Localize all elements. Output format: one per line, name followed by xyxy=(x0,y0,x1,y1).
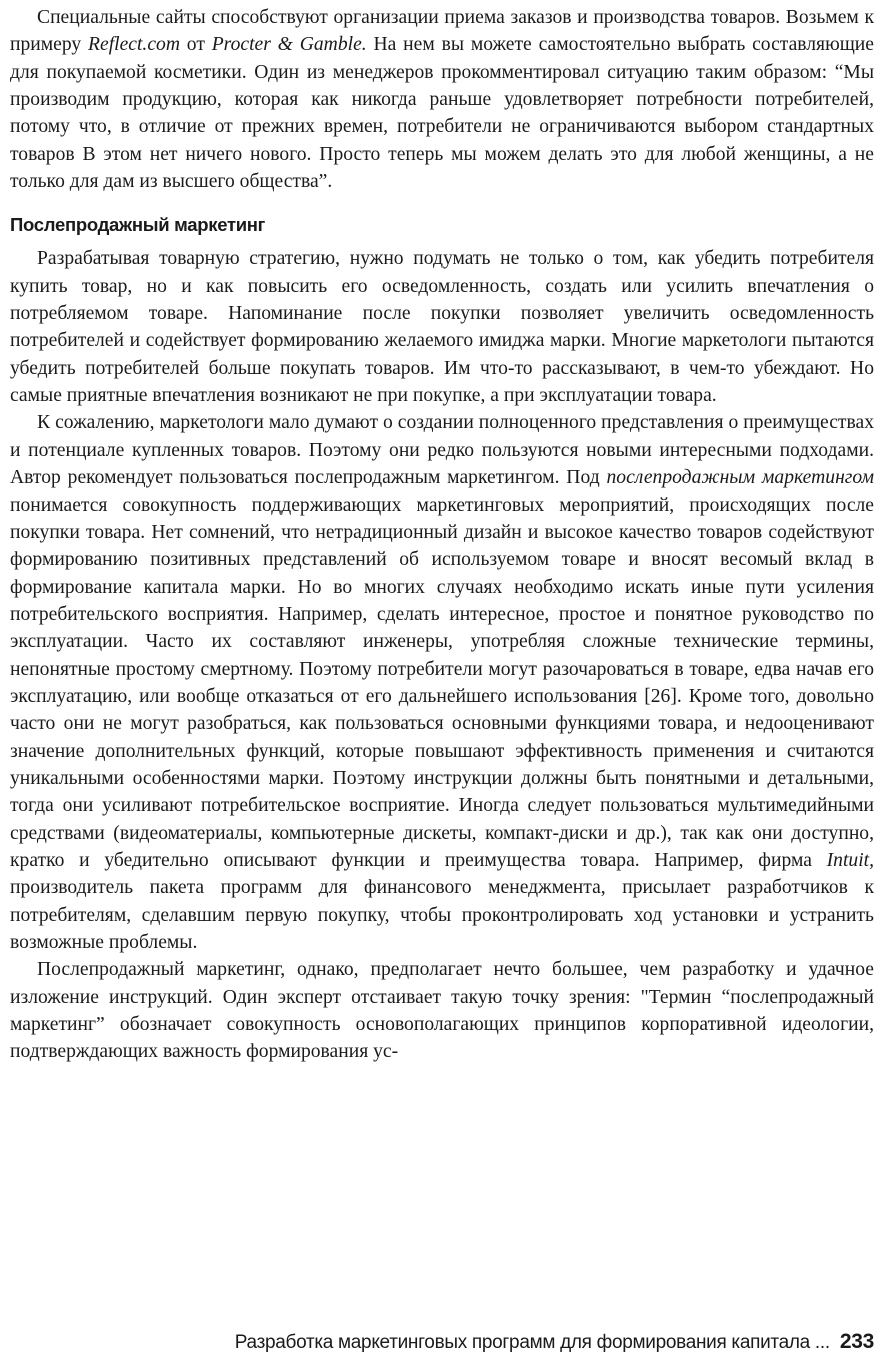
italic-brand-intuit: Intuit, xyxy=(826,849,874,871)
paragraph-custom-products xyxy=(10,4,874,195)
section-heading: Послепродажный маркетинг xyxy=(10,214,266,236)
text-span: производитель пакета программ для финансового менеджмента, присылает разработчиков к потребителям, сделавшим первую покупку, чтобы проконтролировать ход установки и устранить возможные проблемы. xyxy=(10,877,874,953)
text-span: от xyxy=(179,34,212,56)
paragraph-aftermarketing xyxy=(10,409,874,956)
italic-brand-pg: Procter & Gamble. xyxy=(211,34,367,56)
text-span: Специальные сайты способствуют организации приема заказов и производства товаров. Возьмем к примеру xyxy=(10,7,874,56)
running-title: Разработка маркетинговых программ для формирования капитала ... xyxy=(234,1332,830,1353)
paragraph-product-strategy: Разрабатывая товарную стратегию, нужно подумать не только о том, как убедить потребителя купить товар, но и как повысить его осведомленность, создать или усилить впечатления о потребляемом товаре. Напоминание после покупки позволяет увеличить осведомленность потребителей и содействует формированию желаемого имиджа марки. Многие маркетологи пытаются убедить потребителей больше покупать товаров. Им что-то рассказывают, в чем-то убеждают. Но самые приятные впечатления возникают не при покупке, а при эксплуатации товара. xyxy=(10,248,874,407)
italic-brand-reflect: Reflect.com xyxy=(88,34,180,56)
page-number: 233 xyxy=(839,1330,874,1353)
text-span: понимается совокупность поддерживающих маркетинговых мероприятий, происходящих после покупки товара. Нет сомнений, что нетрадиционный дизайн и высокое качество товаров содействуют формированию позитивных представлений об используемом товаре и вносят весомый вклад в формирование капитала марки. Но во многих случаях необходимо искать иные пути усиления потребительского восприятия. Например, сделать интересное, простое и понятное руководство по эксплуатации. Часто их составляют инженеры, употребляя сложные технические термины, непонятные простому смертному. Поэтому потребители могут разочароваться в товаре, едва начав его эксплуатацию, или вообще отказаться от его дальнейшего использования [26]. Кроме того, довольно часто они не могут разобраться, как пользоваться основными функциями товара, и недооценивают значение дополнительных функций, которые повышают эффективность применения и считаются уникальными особенностями марки. Поэтому инструкции должны быть понятными и детальными, тогда они усиливают потребительское восприятие. Иногда следует пользоваться мультимедийными средствами (видеоматериалы, компьютерные дискеты, компакт-диски и др.), так как они доступно, кратко и убедительно описывают функции и преимущества товара. Например, фирма xyxy=(10,494,874,871)
text-span: На нем вы можете самостоятельно выбрать составляющие для покупаемой косметики. Один из менеджеров прокомментировал ситуацию таким образом: “Мы производим продукцию, которая как никогда раньше удовлетворяет потребности потребителей, потому что, в отличие от прежних времен, потребители не ограничиваются выбором стандартных товаров В этом нет ничего нового. Просто теперь мы можем делать это для любой женщины, а не только для дам из высшего общества”. xyxy=(10,34,874,193)
text-span: К сожалению, маркетологи мало думают о создании полноценного представления о преимуществах и потенциале купленных товаров. Поэтому они редко пользуются новыми интересными подходами. Автор рекомендует пользоваться послепродажным маркетингом. Под xyxy=(10,412,874,489)
page-footer xyxy=(235,1328,874,1357)
paragraph-expert-view: Послепродажный маркетинг, однако, предполагает нечто большее, чем разработку и удачное изложение инструкций. Один эксперт отстаивает такую точку зрения: "Термин “послепродажный маркетинг” обозначает совокупность основополагающих принципов корпоративной идеологии, подтверждающих важность формирования ус- xyxy=(10,959,874,1063)
italic-term-aftermarketing: послепродажным маркетингом xyxy=(606,467,874,489)
